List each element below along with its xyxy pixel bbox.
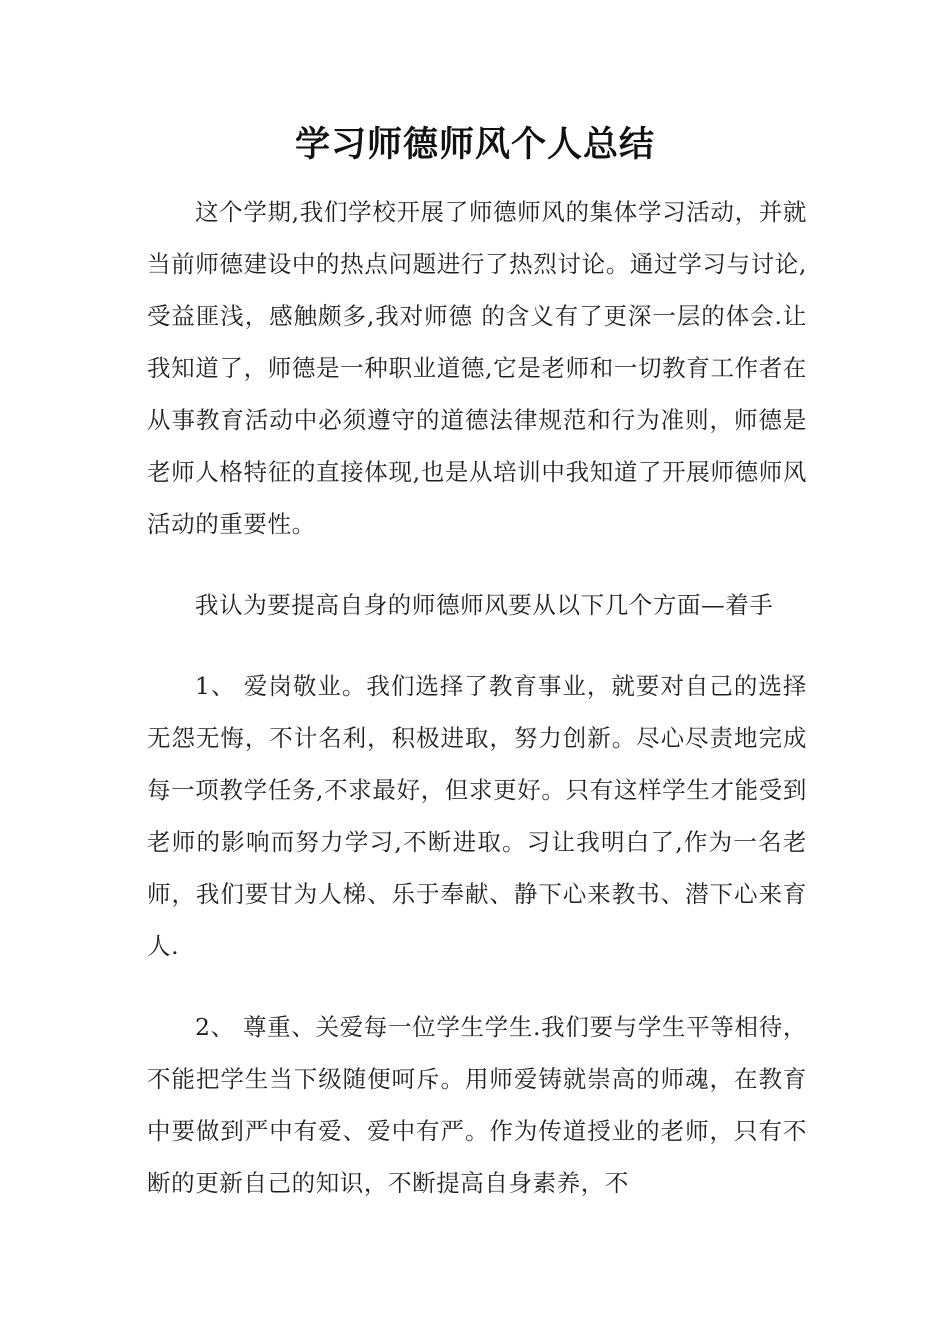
paragraph-point-1: 1、 爱岗敬业。我们选择了教育事业，就要对自己的选择无怨无悔，不计名利，积极进取，努力创新。尽心尽责地完成 每一项教学任务,不求最好，但求更好。只有这样学生才能受到老师的影响而努力学习,不断进取。习让我明白了,作为一名老师，我们要甘为人梯、乐于奉献、静下心来教书、潜下心来育人. xyxy=(147,672,807,960)
paragraph-point-2: 2、 尊重、关爱每一位学生学生.我们要与学生平等相待，不能把学生当下级随便呵斥。用师爱铸就崇高的师魂，在教育中要做到严中有爱、爱中有严。作为传道授业的老师，只有不断的更新自己的知识，不断提高自身素养，不 xyxy=(147,1013,807,1197)
document-body xyxy=(147,186,807,1209)
paragraph-thesis: 我认为要提高自身的师德师风要从以下几个方面—着手 xyxy=(195,591,774,619)
document-title: 学习师德师风个人总结 xyxy=(294,124,655,165)
paragraph-intro: 这个学期,我们学校开展了师德师风的集体学习活动，并就当前师德建设中的热点问题进行了热烈讨论。通过学习与讨论,受益匪浅，感触颇多,我对师德 的含义有了更深一层的体会.让我知道了，师德是一种职业道德,它是老师和一切教育工作者在从事教育活动中必须遵守的道德法律规范和行为准则，师德是老师人格特征的直接体现,也是从培训中我知道了开展师德师风活动的重要性。 xyxy=(147,198,807,538)
